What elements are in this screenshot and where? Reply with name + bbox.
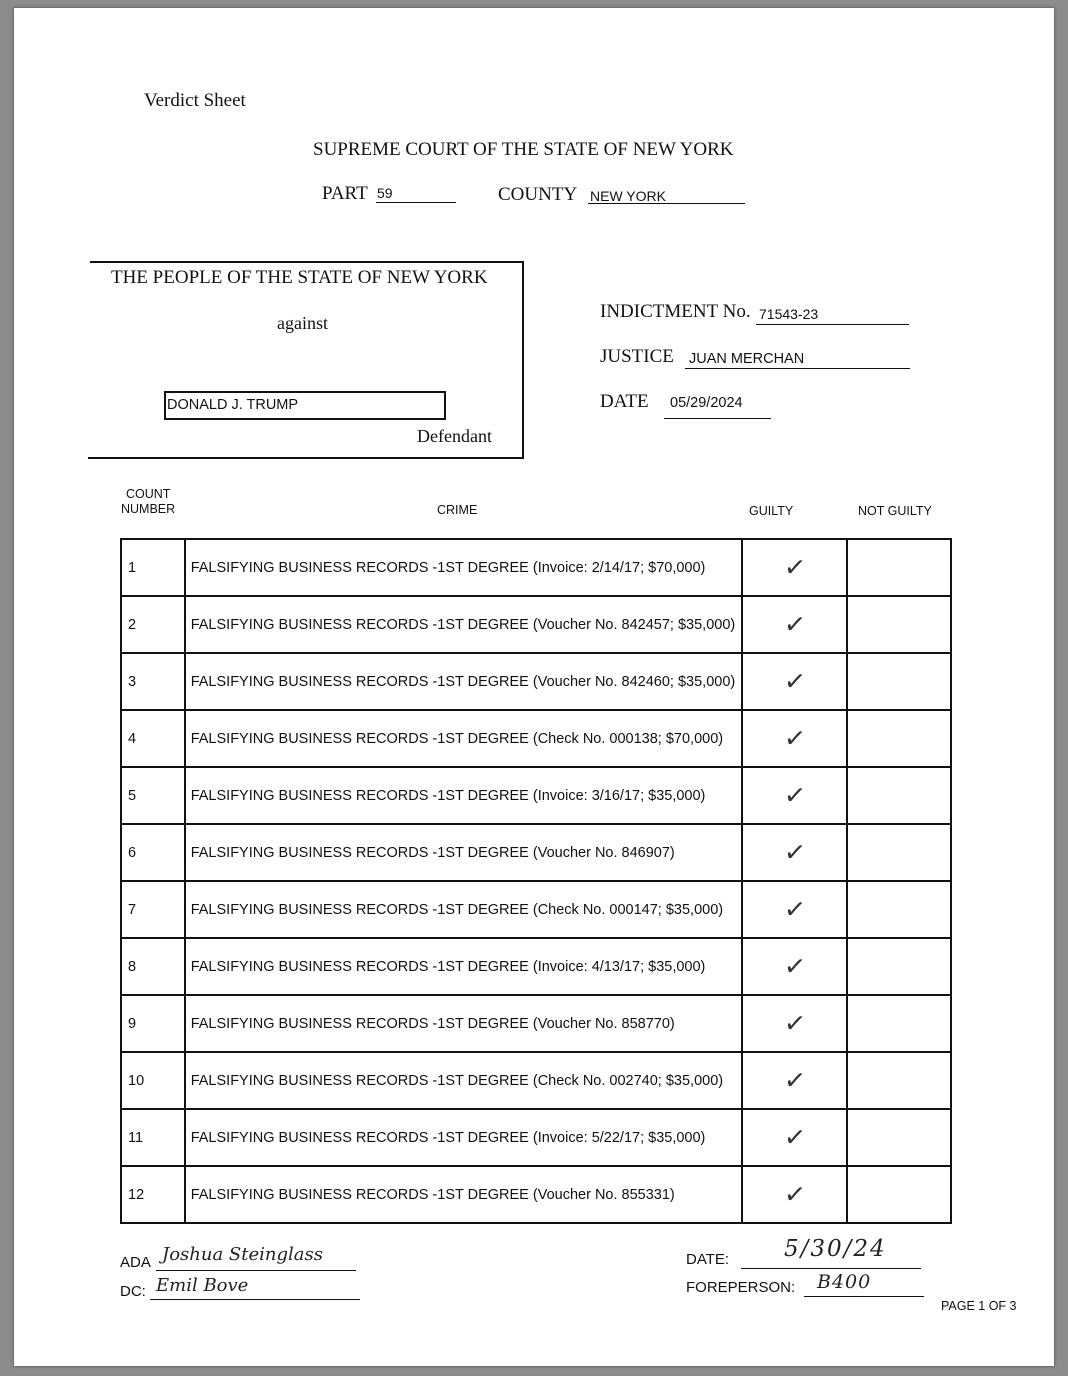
not-guilty-cell[interactable] — [847, 995, 951, 1052]
count-crime: FALSIFYING BUSINESS RECORDS -1ST DEGREE (Voucher No. 858770) — [185, 995, 743, 1052]
guilty-cell[interactable] — [742, 995, 846, 1052]
check-mark-icon: ✓ — [782, 893, 807, 926]
count-row — [121, 824, 951, 881]
verdict-date-value: 5/30/24 — [784, 1236, 887, 1262]
verdict-date-underline — [741, 1268, 921, 1269]
not-guilty-cell[interactable] — [847, 539, 951, 596]
check-mark-icon: ✓ — [782, 836, 807, 869]
guilty-cell[interactable] — [742, 710, 846, 767]
indictment-value: 71543-23 — [759, 306, 819, 322]
foreperson-label: FOREPERSON: — [686, 1279, 796, 1296]
verdict-sheet-page — [14, 8, 1054, 1366]
count-crime: FALSIFYING BUSINESS RECORDS -1ST DEGREE (Voucher No. 842457; $35,000) — [185, 596, 743, 653]
not-guilty-cell[interactable] — [847, 710, 951, 767]
count-row — [121, 710, 951, 767]
not-guilty-cell[interactable] — [847, 1166, 951, 1223]
guilty-cell[interactable] — [742, 653, 846, 710]
not-guilty-cell[interactable] — [847, 938, 951, 995]
guilty-cell[interactable] — [742, 596, 846, 653]
guilty-cell[interactable] — [742, 767, 846, 824]
caption-top-rule — [90, 261, 524, 263]
check-mark-icon: ✓ — [782, 1121, 807, 1154]
ada-label: ADA — [120, 1254, 151, 1271]
part-underline — [376, 202, 456, 203]
count-number: 10 — [121, 1052, 185, 1109]
verdict-date-label: DATE: — [686, 1251, 730, 1268]
count-row — [121, 653, 951, 710]
against-label: against — [277, 313, 328, 333]
count-number: 8 — [121, 938, 185, 995]
check-mark-icon: ✓ — [782, 665, 807, 698]
defendant-name: DONALD J. TRUMP — [167, 397, 299, 413]
count-crime: FALSIFYING BUSINESS RECORDS -1ST DEGREE (Voucher No. 846907) — [185, 824, 743, 881]
indictment-underline — [756, 324, 909, 325]
count-row — [121, 1166, 951, 1223]
indictment-label: INDICTMENT No. — [600, 301, 751, 322]
foreperson-value: B400 — [817, 1271, 872, 1293]
sheet-title: Verdict Sheet — [144, 90, 246, 111]
guilty-cell[interactable] — [742, 824, 846, 881]
not-guilty-cell[interactable] — [847, 1052, 951, 1109]
justice-underline — [685, 368, 910, 369]
count-row — [121, 596, 951, 653]
guilty-cell[interactable] — [742, 539, 846, 596]
count-crime: FALSIFYING BUSINESS RECORDS -1ST DEGREE (Invoice: 3/16/17; $35,000) — [185, 767, 743, 824]
count-row — [121, 1052, 951, 1109]
dc-signature: Emil Bove — [156, 1275, 249, 1296]
court-name: SUPREME COURT OF THE STATE OF NEW YORK — [313, 139, 734, 160]
guilty-cell[interactable] — [742, 938, 846, 995]
check-mark-icon: ✓ — [782, 722, 807, 755]
part-value: 59 — [377, 185, 393, 201]
date-value: 05/29/2024 — [670, 395, 743, 411]
check-mark-icon: ✓ — [782, 608, 807, 641]
count-number: 12 — [121, 1166, 185, 1223]
check-mark-icon: ✓ — [782, 1064, 807, 1097]
not-guilty-cell[interactable] — [847, 881, 951, 938]
not-guilty-cell[interactable] — [847, 824, 951, 881]
count-row — [121, 938, 951, 995]
guilty-cell[interactable] — [742, 1166, 846, 1223]
check-mark-icon: ✓ — [782, 779, 807, 812]
guilty-cell[interactable] — [742, 1052, 846, 1109]
col-guilty: GUILTY — [749, 504, 794, 518]
count-row — [121, 995, 951, 1052]
count-crime: FALSIFYING BUSINESS RECORDS -1ST DEGREE (Check No. 002740; $35,000) — [185, 1052, 743, 1109]
count-crime: FALSIFYING BUSINESS RECORDS -1ST DEGREE (Voucher No. 842460; $35,000) — [185, 653, 743, 710]
count-crime: FALSIFYING BUSINESS RECORDS -1ST DEGREE (Invoice: 4/13/17; $35,000) — [185, 938, 743, 995]
part-label: PART — [322, 183, 368, 204]
count-crime: FALSIFYING BUSINESS RECORDS -1ST DEGREE (Invoice: 2/14/17; $70,000) — [185, 539, 743, 596]
date-label: DATE — [600, 391, 649, 412]
count-number: 4 — [121, 710, 185, 767]
date-underline — [664, 418, 771, 419]
check-mark-icon: ✓ — [782, 1007, 807, 1040]
count-crime: FALSIFYING BUSINESS RECORDS -1ST DEGREE (Check No. 000147; $35,000) — [185, 881, 743, 938]
ada-underline — [156, 1270, 356, 1271]
defendant-label: Defendant — [417, 426, 492, 446]
caption-right-rule — [522, 261, 524, 459]
check-mark-icon: ✓ — [782, 1178, 807, 1211]
col-count-line1: COUNT — [126, 487, 171, 501]
dc-label: DC: — [120, 1283, 146, 1300]
count-number: 11 — [121, 1109, 185, 1166]
not-guilty-cell[interactable] — [847, 767, 951, 824]
check-mark-icon: ✓ — [782, 551, 807, 584]
caption-bottom-rule — [88, 457, 524, 459]
check-mark-icon: ✓ — [782, 950, 807, 983]
page-number: PAGE 1 OF 3 — [941, 1299, 1017, 1313]
foreperson-underline — [804, 1296, 924, 1297]
count-number: 2 — [121, 596, 185, 653]
col-crime: CRIME — [437, 503, 478, 517]
col-count-line2: NUMBER — [121, 502, 176, 516]
guilty-cell[interactable] — [742, 1109, 846, 1166]
plaintiff-name: THE PEOPLE OF THE STATE OF NEW YORK — [111, 267, 488, 288]
not-guilty-cell[interactable] — [847, 1109, 951, 1166]
not-guilty-cell[interactable] — [847, 596, 951, 653]
count-number: 7 — [121, 881, 185, 938]
count-row — [121, 881, 951, 938]
ada-signature: Joshua Steinglass — [162, 1244, 323, 1265]
guilty-cell[interactable] — [742, 881, 846, 938]
count-number: 9 — [121, 995, 185, 1052]
county-label: COUNTY — [498, 184, 578, 205]
counts-table — [120, 538, 952, 1224]
dc-underline — [150, 1299, 360, 1300]
not-guilty-cell[interactable] — [847, 653, 951, 710]
count-number: 1 — [121, 539, 185, 596]
count-crime: FALSIFYING BUSINESS RECORDS -1ST DEGREE (Check No. 000138; $70,000) — [185, 710, 743, 767]
col-not-guilty: NOT GUILTY — [858, 504, 932, 518]
count-row — [121, 539, 951, 596]
count-number: 3 — [121, 653, 185, 710]
justice-label: JUSTICE — [600, 346, 674, 367]
count-number: 5 — [121, 767, 185, 824]
justice-value: JUAN MERCHAN — [689, 351, 805, 367]
count-crime: FALSIFYING BUSINESS RECORDS -1ST DEGREE (Invoice: 5/22/17; $35,000) — [185, 1109, 743, 1166]
count-crime: FALSIFYING BUSINESS RECORDS -1ST DEGREE (Voucher No. 855331) — [185, 1166, 743, 1223]
count-row — [121, 1109, 951, 1166]
count-number: 6 — [121, 824, 185, 881]
count-row — [121, 767, 951, 824]
county-value: NEW YORK — [590, 188, 666, 204]
